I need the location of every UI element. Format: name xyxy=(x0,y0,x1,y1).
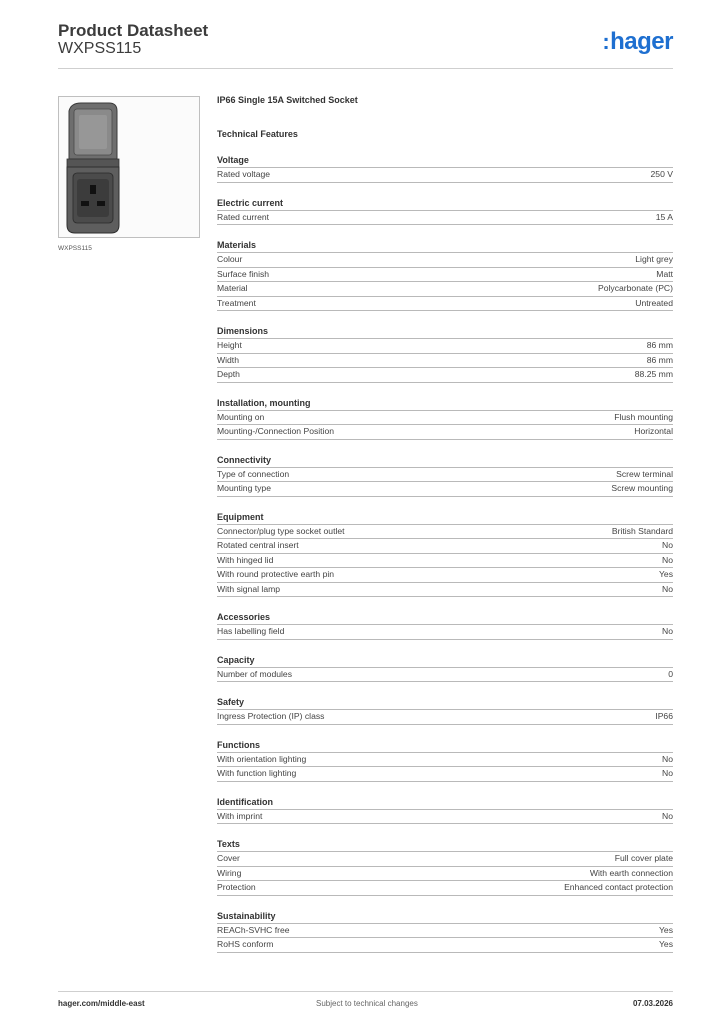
spec-value: 86 mm xyxy=(646,340,673,350)
spec-value: 88.25 mm xyxy=(634,369,673,379)
spec-section xyxy=(217,239,673,311)
spec-row xyxy=(217,752,673,767)
spec-value: 0 xyxy=(668,668,673,679)
spec-label: Mounting-/Connection Position xyxy=(217,426,335,436)
spec-label: Mounting on xyxy=(217,411,265,422)
technical-features-heading: Technical Features xyxy=(217,129,298,139)
datasheet-content xyxy=(217,94,673,953)
spec-value: 86 mm xyxy=(646,354,673,365)
spec-rows xyxy=(217,210,673,226)
section-title: Materials xyxy=(217,240,257,250)
spec-value: Untreated xyxy=(635,297,673,308)
product-code: WXPSS115 xyxy=(58,40,142,57)
spec-row xyxy=(217,567,673,582)
section-title: Voltage xyxy=(217,155,249,165)
spec-row xyxy=(217,467,673,482)
spec-section xyxy=(217,696,673,725)
spec-label: Rated voltage xyxy=(217,169,271,179)
spec-label: With hinged lid xyxy=(217,554,274,565)
spec-label: Rotated central insert xyxy=(217,540,299,550)
section-title: Functions xyxy=(217,739,260,750)
spec-label: Number of modules xyxy=(217,668,292,679)
spec-row xyxy=(217,481,673,497)
spec-value: Flush mounting xyxy=(614,411,673,422)
spec-value: Horizontal xyxy=(634,426,673,436)
spec-rows xyxy=(217,709,673,725)
spec-row xyxy=(217,667,673,683)
spec-row xyxy=(217,338,673,353)
spec-section xyxy=(217,796,673,825)
spec-value: Yes xyxy=(658,569,673,579)
spec-row xyxy=(217,624,673,640)
spec-label: Height xyxy=(217,340,242,350)
spec-value: Screw terminal xyxy=(616,468,673,479)
image-caption: WXPSS115 xyxy=(58,245,92,252)
section-title: Equipment xyxy=(217,511,264,522)
spec-row xyxy=(217,281,673,296)
spec-label: Width xyxy=(217,354,239,365)
spec-label: With imprint xyxy=(217,810,263,821)
product-description: IP66 Single 15A Switched Socket xyxy=(217,95,358,105)
spec-label: Connector/plug type socket outlet xyxy=(217,525,345,536)
spec-label: With round protective earth pin xyxy=(217,569,335,579)
spec-sections xyxy=(217,154,673,953)
spec-row xyxy=(217,923,673,938)
section-title: Texts xyxy=(217,839,240,849)
spec-value: 15 A xyxy=(655,211,673,222)
section-title: Electric current xyxy=(217,197,284,208)
spec-label: Colour xyxy=(217,254,243,264)
logo-mark-icon: : xyxy=(602,29,610,54)
spec-label: REACh-SVHC free xyxy=(217,924,290,935)
section-title: Installation, mounting xyxy=(217,397,311,408)
spec-row xyxy=(217,880,673,896)
spec-value: 250 V xyxy=(650,169,673,179)
spec-value: Yes xyxy=(658,939,673,949)
spec-row xyxy=(217,167,673,183)
spec-label: Ingress Protection (IP) class xyxy=(217,711,325,721)
spec-row xyxy=(217,553,673,568)
spec-section xyxy=(217,910,673,953)
spec-section xyxy=(217,654,673,683)
spec-label: Protection xyxy=(217,882,256,892)
spec-section xyxy=(217,154,673,183)
hager-logo xyxy=(602,28,673,56)
spec-label: Cover xyxy=(217,853,240,863)
spec-value: IP66 xyxy=(655,711,673,721)
spec-value: Light grey xyxy=(635,254,673,264)
spec-section xyxy=(217,397,673,440)
spec-value: Matt xyxy=(656,268,673,279)
spec-section xyxy=(217,197,673,226)
footer-disclaimer: Subject to technical changes xyxy=(316,999,418,1008)
spec-value: Full cover plate xyxy=(614,853,673,863)
header-divider xyxy=(58,68,673,69)
spec-row xyxy=(217,252,673,267)
spec-row xyxy=(217,709,673,725)
spec-rows xyxy=(217,809,673,825)
spec-row xyxy=(217,267,673,282)
footer-divider xyxy=(58,991,673,992)
spec-rows xyxy=(217,923,673,953)
spec-row xyxy=(217,866,673,881)
spec-label: Surface finish xyxy=(217,268,270,279)
spec-row xyxy=(217,410,673,425)
spec-value: British Standard xyxy=(611,525,673,536)
logo-text: hager xyxy=(610,28,673,55)
spec-row xyxy=(217,424,673,440)
spec-section xyxy=(217,325,673,383)
spec-rows xyxy=(217,252,673,311)
product-image xyxy=(58,96,200,238)
section-title: Accessories xyxy=(217,612,271,622)
spec-row xyxy=(217,937,673,953)
spec-label: Depth xyxy=(217,369,240,379)
footer-website-link[interactable]: hager.com/middle-east xyxy=(58,999,145,1008)
spec-label: With signal lamp xyxy=(217,583,281,594)
spec-rows xyxy=(217,467,673,497)
spec-value: No xyxy=(662,554,673,565)
spec-label: Mounting type xyxy=(217,483,271,493)
section-title: Identification xyxy=(217,796,273,807)
spec-row xyxy=(217,367,673,383)
spec-rows xyxy=(217,851,673,896)
spec-row xyxy=(217,353,673,368)
spec-row xyxy=(217,524,673,539)
spec-rows xyxy=(217,167,673,183)
spec-label: RoHS conform xyxy=(217,939,274,949)
section-title: Connectivity xyxy=(217,454,272,465)
section-title: Safety xyxy=(217,697,245,707)
spec-rows xyxy=(217,752,673,782)
spec-section xyxy=(217,454,673,497)
socket-illustration xyxy=(59,97,199,237)
spec-value: With earth connection xyxy=(589,867,673,878)
spec-section xyxy=(217,611,673,640)
spec-row xyxy=(217,582,673,598)
spec-row xyxy=(217,809,673,825)
spec-label: Rated current xyxy=(217,211,270,222)
spec-rows xyxy=(217,667,673,683)
spec-value: Screw mounting xyxy=(611,483,673,493)
spec-row xyxy=(217,296,673,312)
spec-value: Enhanced contact protection xyxy=(564,882,673,892)
spec-rows xyxy=(217,624,673,640)
spec-row xyxy=(217,538,673,553)
spec-label: With function lighting xyxy=(217,768,297,778)
spec-section xyxy=(217,739,673,782)
spec-row xyxy=(217,210,673,226)
spec-value: No xyxy=(662,768,673,778)
spec-value: No xyxy=(662,540,673,550)
spec-label: Material xyxy=(217,283,248,293)
spec-value: No xyxy=(662,810,673,821)
spec-value: Polycarbonate (PC) xyxy=(598,283,673,293)
spec-row xyxy=(217,851,673,866)
spec-rows xyxy=(217,410,673,440)
page-title: Product Datasheet xyxy=(58,21,209,40)
section-title: Capacity xyxy=(217,654,255,665)
spec-rows xyxy=(217,524,673,598)
spec-value: Yes xyxy=(658,924,673,935)
spec-value: No xyxy=(662,583,673,594)
spec-label: Wiring xyxy=(217,867,242,878)
spec-section xyxy=(217,838,673,896)
footer-date: 07.03.2026 xyxy=(632,999,673,1008)
spec-value: No xyxy=(662,753,673,764)
section-title: Dimensions xyxy=(217,326,269,336)
spec-label: Treatment xyxy=(217,297,256,308)
spec-label: With orientation lighting xyxy=(217,753,307,764)
spec-row xyxy=(217,766,673,782)
spec-label: Has labelling field xyxy=(217,626,285,636)
spec-section xyxy=(217,511,673,598)
section-title: Sustainability xyxy=(217,910,276,921)
spec-value: No xyxy=(662,626,673,636)
spec-label: Type of connection xyxy=(217,468,290,479)
spec-rows xyxy=(217,338,673,383)
